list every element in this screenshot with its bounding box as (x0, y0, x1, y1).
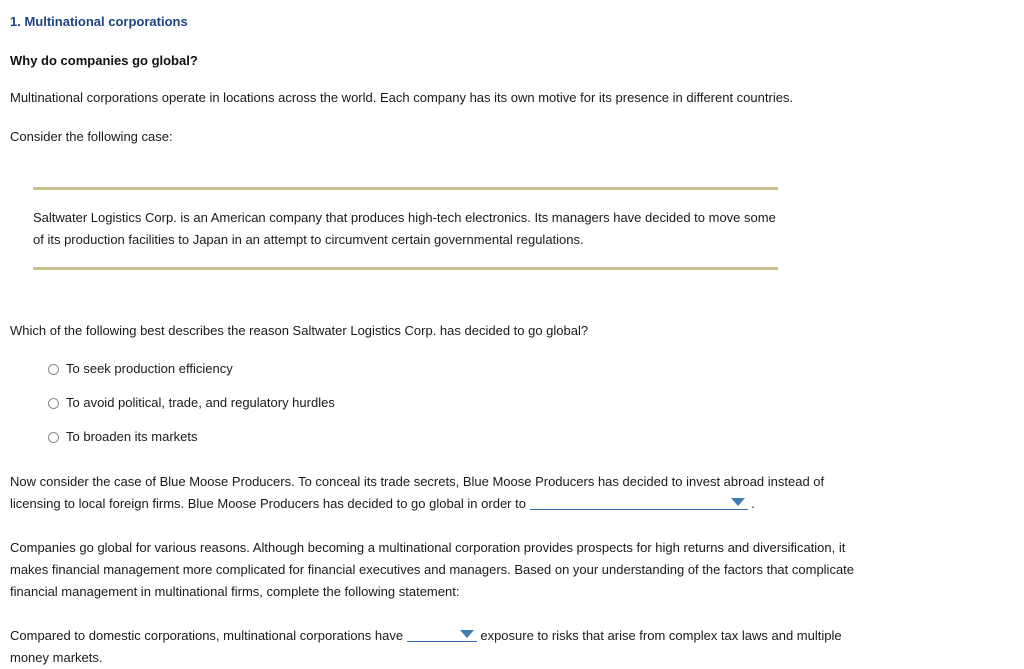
intro-paragraph: Multinational corporations operate in locations across the world. Each company has its own motive for its presence in different countries. (10, 90, 794, 105)
statement-text-pre: Compared to domestic corporations, multinational corporations have (10, 628, 404, 643)
multiple-choice-question: Which of the following best describes the reason Saltwater Logistics Corp. has decided to go global? (10, 323, 589, 338)
radio-option-label: To seek production efficiency (66, 361, 233, 376)
radio-option-group (48, 362, 855, 444)
case-box-bottom-rule (33, 267, 778, 270)
section-title: 1. Multinational corporations (10, 14, 188, 29)
radio-option-avoid-hurdles[interactable] (48, 396, 855, 410)
statement-text-post: exposure to risks that arise from complex tax laws and multiple money markets. (10, 628, 842, 665)
radio-button[interactable] (48, 432, 59, 443)
exposure-statement (10, 625, 855, 669)
consider-text: Consider the following case: (10, 129, 173, 144)
radio-option-seek-efficiency[interactable] (48, 362, 855, 376)
case-text: Saltwater Logistics Corp. is an American company that produces high-tech electronics. Its managers have decided to move some of its production facilities to Japan in an attempt to circumvent certain governmental regulations. (33, 210, 776, 247)
radio-option-label: To broaden its markets (66, 429, 198, 444)
complete-statement-paragraph: Companies go global for various reasons. Although becoming a multinational corporation provides prospects for high returns and diversification, it makes financial management more complicated for financial executives and managers. Based on your understanding of the factors that complicate financial management in multinational firms, complete the following statement: (10, 540, 855, 599)
radio-option-label: To avoid political, trade, and regulatory hurdles (66, 395, 335, 410)
radio-button[interactable] (48, 398, 59, 409)
blue-moose-text-pre: Now consider the case of Blue Moose Producers. To conceal its trade secrets, Blue Moose Producers has decided to invest abroad instead of licensing to local foreign firms. Blue Moose Producers has decided to go global in order to (10, 474, 825, 511)
case-box (33, 187, 778, 270)
dropdown-arrow-icon (731, 498, 745, 506)
blue-moose-paragraph (10, 471, 855, 515)
radio-option-broaden-markets[interactable] (48, 430, 855, 444)
assignment-content (10, 14, 855, 669)
blue-moose-text-post: . (751, 496, 755, 511)
dropdown-arrow-icon (460, 630, 474, 638)
exposure-level-dropdown[interactable] (407, 627, 477, 642)
radio-button[interactable] (48, 364, 59, 375)
question-heading: Why do companies go global? (10, 53, 198, 68)
go-global-reason-dropdown[interactable] (530, 495, 748, 510)
